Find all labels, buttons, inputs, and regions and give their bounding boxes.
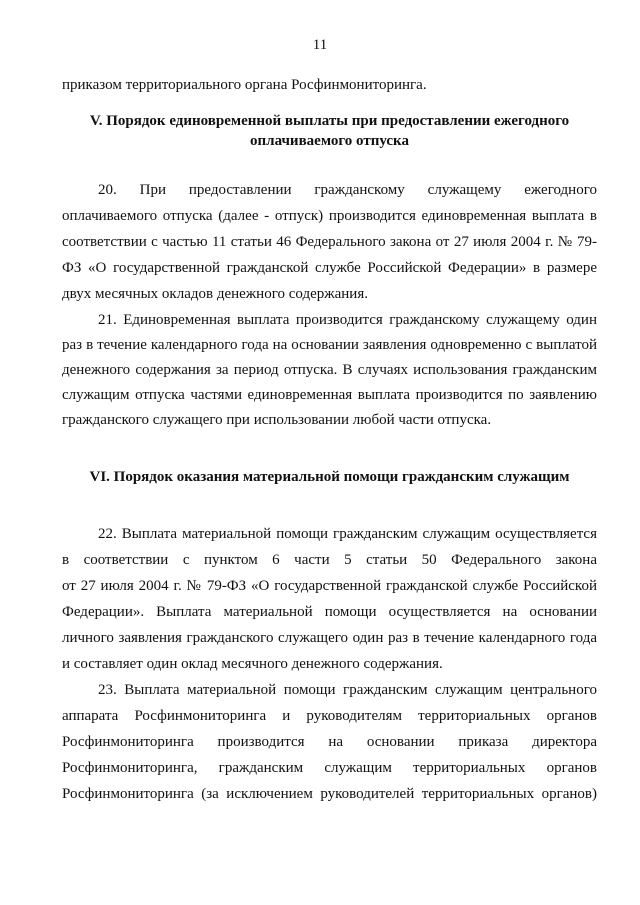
paragraph-21-line: гражданского служащего при использовании любой части отпуска. — [62, 412, 492, 428]
paragraph-23-line: 23. Выплата материальной помощи гражданским служащим центрального — [98, 682, 597, 698]
paragraph-21-line: денежного содержания за период отпуска. В случаях использования гражданским — [62, 362, 597, 378]
paragraph-20-line: двух месячных окладов денежного содержания. — [62, 286, 368, 302]
paragraph-21-line: 21. Единовременная выплата производится гражданскому служащему один — [98, 312, 597, 328]
paragraph-22-line: Федерации». Выплата материальной помощи осуществляется на основании — [62, 604, 597, 620]
paragraph-23-line: Росфинмониторинга производится на основании приказа директора — [62, 734, 597, 750]
paragraph-22-line: от 27 июля 2004 г. № 79-ФЗ «О государственной гражданской службе Российской — [62, 578, 597, 594]
paragraph-23-line: Росфинмониторинга (за исключением руководителей территориальных органов) — [62, 786, 597, 802]
page-number: 11 — [312, 37, 328, 53]
paragraph-22-line: в соответствии с пунктом 6 части 5 статьи 50 Федерального закона — [62, 552, 597, 568]
paragraph-20-line: оплачиваемого отпуска (далее - отпуск) производится единовременная выплата в — [62, 208, 597, 224]
paragraph-22-line: личного заявления гражданского служащего один раз в течение календарного года — [62, 630, 597, 646]
section-5-heading-line-1: V. Порядок единовременной выплаты при предоставлении ежегодного — [89, 113, 570, 129]
paragraph-20-line: соответствии с частью 11 статьи 46 Федерального закона от 27 июля 2004 г. № 79- — [62, 234, 597, 250]
section-5-heading-line-2: оплачиваемого отпуска — [250, 133, 409, 149]
paragraph-20-line: ФЗ «О государственной гражданской службе Российской Федерации» в размере — [62, 260, 597, 276]
paragraph-21-line: служащим отпуска частями единовременная выплата производится по заявлению — [62, 387, 597, 403]
paragraph-22-line: 22. Выплата материальной помощи гражданским служащим осуществляется — [98, 526, 597, 542]
paragraph-23-line: Росфинмониторинга, гражданским служащим территориальных органов — [62, 760, 597, 776]
section-6-heading: VI. Порядок оказания материальной помощи гражданским служащим — [89, 469, 570, 485]
paragraph-20-line: 20. При предоставлении гражданскому служащему ежегодного — [98, 182, 597, 198]
continuation-line: приказом территориального органа Росфинмониторинга. — [62, 77, 427, 93]
paragraph-22-line: и составляет один оклад месячного денежного содержания. — [62, 656, 443, 672]
paragraph-21-line: раз в течение календарного года на основании заявления одновременно с выплатой — [62, 337, 597, 353]
paragraph-23-line: аппарата Росфинмониторинга и руководителям территориальных органов — [62, 708, 597, 724]
